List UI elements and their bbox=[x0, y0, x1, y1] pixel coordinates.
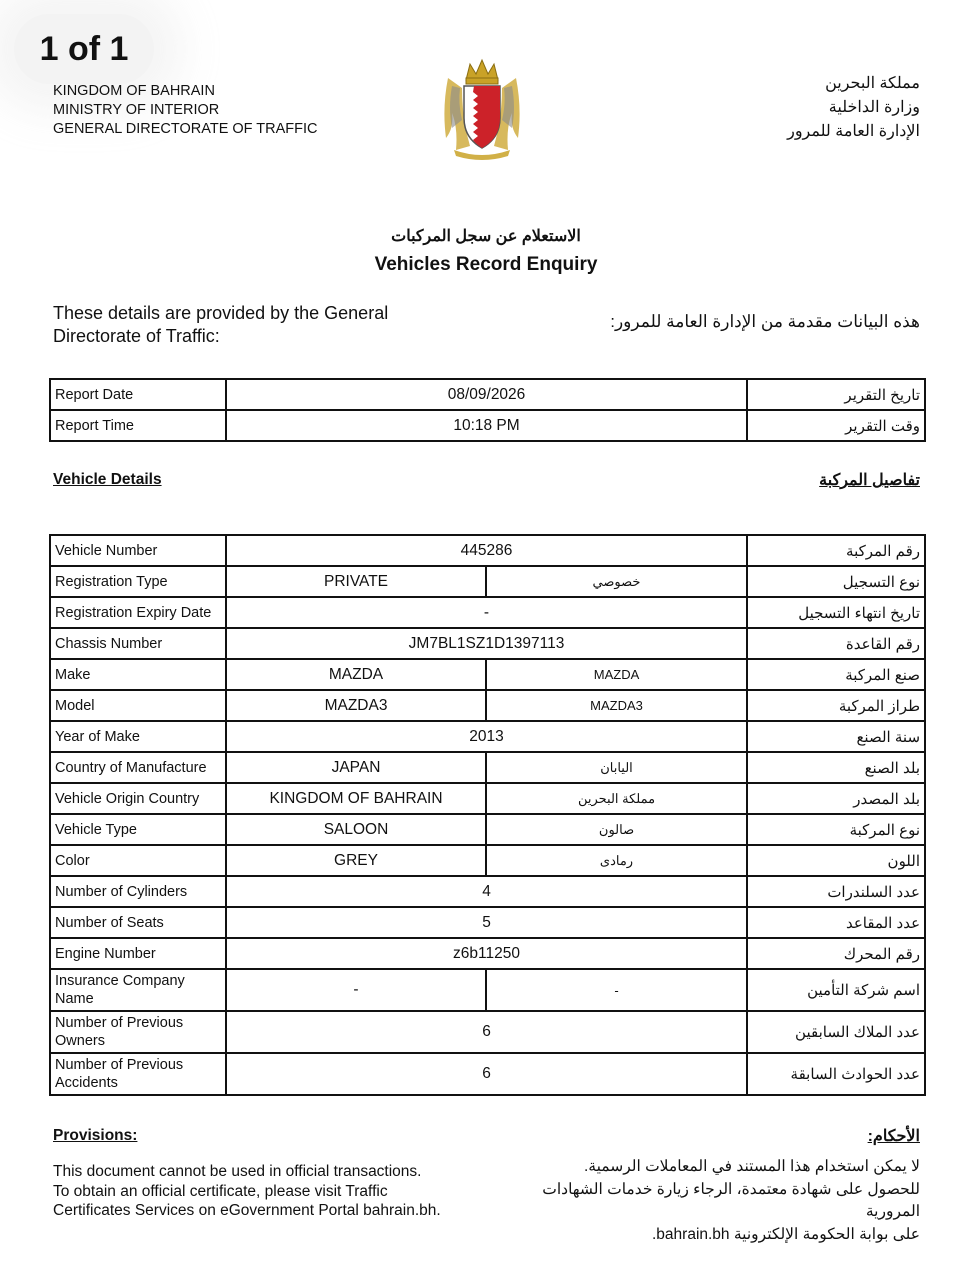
vehicle-row bbox=[50, 876, 925, 907]
header-en-directorate: GENERAL DIRECTORATE OF TRAFFIC bbox=[53, 121, 318, 137]
header-english bbox=[53, 82, 318, 139]
vehicle-row bbox=[50, 969, 925, 1011]
vehicle-field-label: Make bbox=[50, 659, 226, 690]
provisions-heading: Provisions: bbox=[53, 1127, 138, 1144]
report-time-label-ar: وقت التقرير bbox=[747, 410, 925, 441]
vehicle-field-value-ar: MAZDA3 bbox=[486, 690, 747, 721]
header-en-kingdom: KINGDOM OF BAHRAIN bbox=[53, 83, 215, 99]
report-date-label-ar: تاريخ التقرير bbox=[747, 379, 925, 410]
provisions-text-ar bbox=[490, 1156, 920, 1246]
title-arabic: الاستعلام عن سجل المركبات bbox=[391, 228, 581, 245]
vehicle-row bbox=[50, 659, 925, 690]
vehicle-field-value: 6 bbox=[226, 1011, 747, 1053]
vehicle-field-label-ar: نوع التسجيل bbox=[747, 566, 925, 597]
provisions-heading-ar: الأحكام: bbox=[867, 1128, 920, 1145]
vehicle-field-value: - bbox=[226, 597, 747, 628]
report-date-row bbox=[50, 379, 925, 410]
vehicle-field-label-ar: عدد المقاعد bbox=[747, 907, 925, 938]
vehicle-field-label-ar: سنة الصنع bbox=[747, 721, 925, 752]
vehicle-field-label: Engine Number bbox=[50, 938, 226, 969]
vehicle-field-label: Country of Manufacture bbox=[50, 752, 226, 783]
vehicle-field-value: 4 bbox=[226, 876, 747, 907]
vehicle-row bbox=[50, 1011, 925, 1053]
vehicle-field-label-ar: بلد المصدر bbox=[747, 783, 925, 814]
vehicle-field-label-ar: عدد الحوادث السابقة bbox=[747, 1053, 925, 1095]
provisions-en-line: This document cannot be used in official transactions. bbox=[53, 1163, 422, 1180]
header-arabic bbox=[787, 72, 920, 144]
vehicle-field-label: Number of Previous Owners bbox=[50, 1011, 226, 1053]
report-time-label: Report Time bbox=[50, 410, 226, 441]
vehicle-row bbox=[50, 535, 925, 566]
vehicle-field-label-ar: بلد الصنع bbox=[747, 752, 925, 783]
vehicle-row bbox=[50, 845, 925, 876]
vehicle-field-value-ar: MAZDA bbox=[486, 659, 747, 690]
vehicle-details-heading-ar: تفاصيل المركبة bbox=[819, 472, 920, 489]
vehicle-field-value-ar: - bbox=[486, 969, 747, 1011]
vehicle-row bbox=[50, 938, 925, 969]
provisions-text-en bbox=[53, 1162, 473, 1221]
vehicle-row bbox=[50, 907, 925, 938]
vehicle-field-value-en: JAPAN bbox=[226, 752, 486, 783]
report-table bbox=[49, 378, 926, 442]
header-ar-directorate: الإدارة العامة للمرور bbox=[787, 123, 920, 140]
title-english: Vehicles Record Enquiry bbox=[374, 254, 598, 275]
vehicle-field-label-ar: اسم شركة التأمين bbox=[747, 969, 925, 1011]
report-time-row bbox=[50, 410, 925, 441]
report-date-label: Report Date bbox=[50, 379, 226, 410]
page-indicator: 1 of 1 bbox=[14, 14, 154, 84]
vehicle-field-label: Color bbox=[50, 845, 226, 876]
vehicle-field-label: Vehicle Number bbox=[50, 535, 226, 566]
vehicle-row bbox=[50, 628, 925, 659]
vehicle-field-label: Number of Seats bbox=[50, 907, 226, 938]
vehicle-field-value: 445286 bbox=[226, 535, 747, 566]
vehicle-field-label: Chassis Number bbox=[50, 628, 226, 659]
vehicle-field-value: 6 bbox=[226, 1053, 747, 1095]
vehicle-field-label: Registration Expiry Date bbox=[50, 597, 226, 628]
bahrain-coat-of-arms-icon bbox=[440, 58, 524, 160]
vehicle-field-label-ar: طراز المركبة bbox=[747, 690, 925, 721]
vehicle-field-label: Registration Type bbox=[50, 566, 226, 597]
header-ar-kingdom: مملكة البحرين bbox=[825, 75, 920, 92]
vehicle-field-value: JM7BL1SZ1D1397113 bbox=[226, 628, 747, 659]
vehicle-row bbox=[50, 721, 925, 752]
vehicle-field-label: Vehicle Origin Country bbox=[50, 783, 226, 814]
vehicle-field-value-en: KINGDOM OF BAHRAIN bbox=[226, 783, 486, 814]
vehicle-field-label-ar: رقم المحرك bbox=[747, 938, 925, 969]
vehicle-field-value-en: SALOON bbox=[226, 814, 486, 845]
report-time-value: 10:18 PM bbox=[226, 410, 747, 441]
vehicle-field-label: Model bbox=[50, 690, 226, 721]
provisions-ar-line: لا يمكن استخدام هذا المستند في المعاملات الرسمية. bbox=[583, 1158, 920, 1175]
provisions-ar-line: للحصول على شهادة معتمدة، الرجاء زيارة خدمات الشهادات المرورية bbox=[542, 1180, 920, 1220]
vehicle-field-label: Year of Make bbox=[50, 721, 226, 752]
vehicle-field-value-ar: مملكة البحرين bbox=[486, 783, 747, 814]
vehicle-field-value: z6b11250 bbox=[226, 938, 747, 969]
provisions-ar-line: على بوابة الحكومة الإلكترونية bahrain.bh. bbox=[651, 1225, 920, 1243]
vehicle-field-label-ar: عدد الملاك السابقين bbox=[747, 1011, 925, 1053]
vehicle-details-heading: Vehicle Details bbox=[53, 471, 162, 488]
vehicle-field-label: Vehicle Type bbox=[50, 814, 226, 845]
vehicle-row bbox=[50, 566, 925, 597]
vehicle-field-value-ar: اليابان bbox=[486, 752, 747, 783]
vehicle-field-label-ar: عدد السلندرات bbox=[747, 876, 925, 907]
vehicle-field-label-ar: نوع المركبة bbox=[747, 814, 925, 845]
vehicle-field-value-en: GREY bbox=[226, 845, 486, 876]
vehicle-field-value-en: MAZDA3 bbox=[226, 690, 486, 721]
provisions-en-line: To obtain an official certificate, please visit Traffic bbox=[53, 1182, 388, 1200]
vehicle-row bbox=[50, 690, 925, 721]
vehicle-field-label-ar: رقم القاعدة bbox=[747, 628, 925, 659]
vehicle-field-label-ar: اللون bbox=[747, 845, 925, 876]
vehicle-row bbox=[50, 597, 925, 628]
intro-english: These details are provided by the General Directorate of Traffic: bbox=[53, 303, 389, 346]
header-en-ministry: MINISTRY OF INTERIOR bbox=[53, 102, 220, 118]
vehicle-field-label-ar: تاريخ انتهاء التسجيل bbox=[747, 597, 925, 628]
vehicle-field-label: Number of Cylinders bbox=[50, 876, 226, 907]
vehicle-field-value-en: - bbox=[226, 969, 486, 1011]
vehicle-field-label-ar: رقم المركبة bbox=[747, 535, 925, 566]
provisions-en-line: Certificates Services on eGovernment Portal bahrain.bh. bbox=[53, 1202, 441, 1219]
vehicle-field-label-ar: صنع المركبة bbox=[747, 659, 925, 690]
header-ar-ministry: وزارة الداخلية bbox=[828, 99, 920, 116]
vehicle-field-value-en: PRIVATE bbox=[226, 566, 486, 597]
vehicle-field-value-ar: خصوصي bbox=[486, 566, 747, 597]
vehicle-details-table bbox=[49, 534, 926, 1096]
vehicle-field-value: 2013 bbox=[226, 721, 747, 752]
vehicle-field-value: 5 bbox=[226, 907, 747, 938]
vehicle-row bbox=[50, 752, 925, 783]
vehicle-field-label: Number of Previous Accidents bbox=[50, 1053, 226, 1095]
intro-arabic: هذه البيانات مقدمة من الإدارة العامة للمرور: bbox=[610, 312, 920, 331]
vehicle-field-value-en: MAZDA bbox=[226, 659, 486, 690]
vehicle-field-value-ar: صالون bbox=[486, 814, 747, 845]
vehicle-row bbox=[50, 814, 925, 845]
vehicle-row bbox=[50, 1053, 925, 1095]
report-date-value: 08/09/2026 bbox=[226, 379, 747, 410]
vehicle-field-value-ar: رمادى bbox=[486, 845, 747, 876]
vehicle-row bbox=[50, 783, 925, 814]
vehicle-field-label: Insurance Company Name bbox=[50, 969, 226, 1011]
